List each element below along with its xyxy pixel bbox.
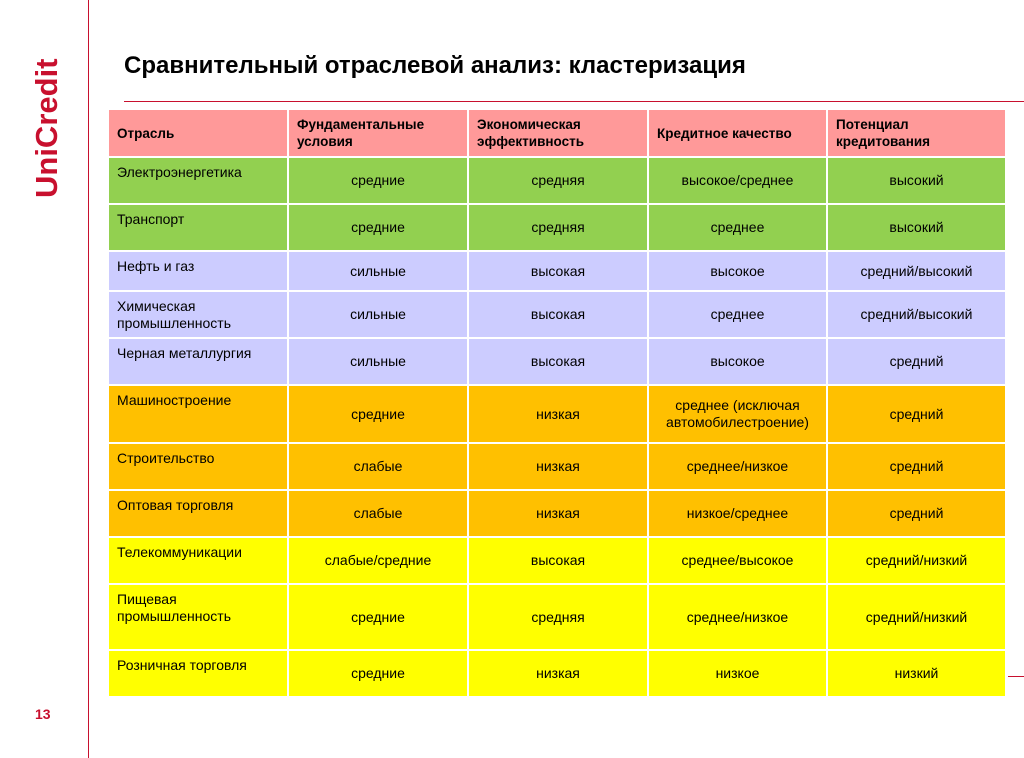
value-cell: высокое/среднее xyxy=(649,158,828,205)
value-cell: низкое xyxy=(649,651,828,698)
industry-cell: Черная металлургия xyxy=(109,339,289,386)
value-cell: средний xyxy=(828,386,1007,444)
value-cell: высокое xyxy=(649,252,828,292)
table-row xyxy=(109,386,1007,444)
value-cell: средний/высокий xyxy=(828,292,1007,339)
value-cell: среднее/низкое xyxy=(649,444,828,491)
value-cell: высокая xyxy=(469,339,649,386)
value-cell: слабые xyxy=(289,491,469,538)
value-cell: средний xyxy=(828,491,1007,538)
value-cell: средний/низкий xyxy=(828,585,1007,651)
value-cell: средние xyxy=(289,386,469,444)
value-cell: сильные xyxy=(289,292,469,339)
table-row xyxy=(109,292,1007,339)
industry-cell: Телекоммуникации xyxy=(109,538,289,585)
value-cell: средние xyxy=(289,158,469,205)
header-fundamentals: Фундаментальные условия xyxy=(289,110,469,158)
value-cell: сильные xyxy=(289,252,469,292)
table-row xyxy=(109,444,1007,491)
table-header-row xyxy=(109,110,1007,158)
value-cell: среднее/низкое xyxy=(649,585,828,651)
value-cell: слабые xyxy=(289,444,469,491)
industry-cell: Химическая промышленность xyxy=(109,292,289,339)
value-cell: высокая xyxy=(469,252,649,292)
value-cell: средние xyxy=(289,205,469,252)
value-cell: высокое xyxy=(649,339,828,386)
logo-wordmark: UniCredit xyxy=(29,58,64,198)
table-row xyxy=(109,651,1007,698)
value-cell: средняя xyxy=(469,158,649,205)
value-cell: сильные xyxy=(289,339,469,386)
table-row xyxy=(109,585,1007,651)
table-row xyxy=(109,538,1007,585)
value-cell: средний/высокий xyxy=(828,252,1007,292)
value-cell: низкая xyxy=(469,491,649,538)
industry-cell: Розничная торговля xyxy=(109,651,289,698)
industry-cell: Пищевая промышленность xyxy=(109,585,289,651)
table-row xyxy=(109,339,1007,386)
title-underline xyxy=(124,101,1024,102)
industry-cell: Нефть и газ xyxy=(109,252,289,292)
page-number: 13 xyxy=(35,706,51,722)
value-cell: средние xyxy=(289,585,469,651)
value-cell: низкая xyxy=(469,651,649,698)
unicredit-logo xyxy=(24,30,64,200)
industry-cell: Машиностроение xyxy=(109,386,289,444)
clustering-table xyxy=(109,110,1007,698)
value-cell: средний xyxy=(828,444,1007,491)
value-cell: высокая xyxy=(469,538,649,585)
bottom-right-rule xyxy=(1008,676,1024,677)
table-row xyxy=(109,491,1007,538)
value-cell: низкая xyxy=(469,444,649,491)
value-cell: низкий xyxy=(828,651,1007,698)
left-red-rule xyxy=(88,0,89,758)
value-cell: среднее xyxy=(649,292,828,339)
industry-cell: Оптовая торговля xyxy=(109,491,289,538)
value-cell: низкая xyxy=(469,386,649,444)
header-industry: Отрасль xyxy=(109,110,289,158)
table-row xyxy=(109,252,1007,292)
header-credit-quality: Кредитное качество xyxy=(649,110,828,158)
value-cell: средняя xyxy=(469,585,649,651)
value-cell: высокий xyxy=(828,205,1007,252)
value-cell: высокая xyxy=(469,292,649,339)
value-cell: средняя xyxy=(469,205,649,252)
industry-cell: Электроэнергетика xyxy=(109,158,289,205)
value-cell: среднее/высокое xyxy=(649,538,828,585)
value-cell: низкое/среднее xyxy=(649,491,828,538)
table-row xyxy=(109,205,1007,252)
industry-cell: Транспорт xyxy=(109,205,289,252)
value-cell: средние xyxy=(289,651,469,698)
value-cell: средний xyxy=(828,339,1007,386)
value-cell: средний/низкий xyxy=(828,538,1007,585)
header-lending-potential: Потенциал кредитования xyxy=(828,110,1007,158)
value-cell: высокий xyxy=(828,158,1007,205)
page-title: Сравнительный отраслевой анализ: кластеризация xyxy=(124,52,746,79)
header-efficiency: Экономическая эффективность xyxy=(469,110,649,158)
value-cell: слабые/средние xyxy=(289,538,469,585)
table-row xyxy=(109,158,1007,205)
value-cell: среднее (исключая автомобилестроение) xyxy=(649,386,828,444)
value-cell: среднее xyxy=(649,205,828,252)
industry-cell: Строительство xyxy=(109,444,289,491)
table-body xyxy=(109,158,1007,698)
